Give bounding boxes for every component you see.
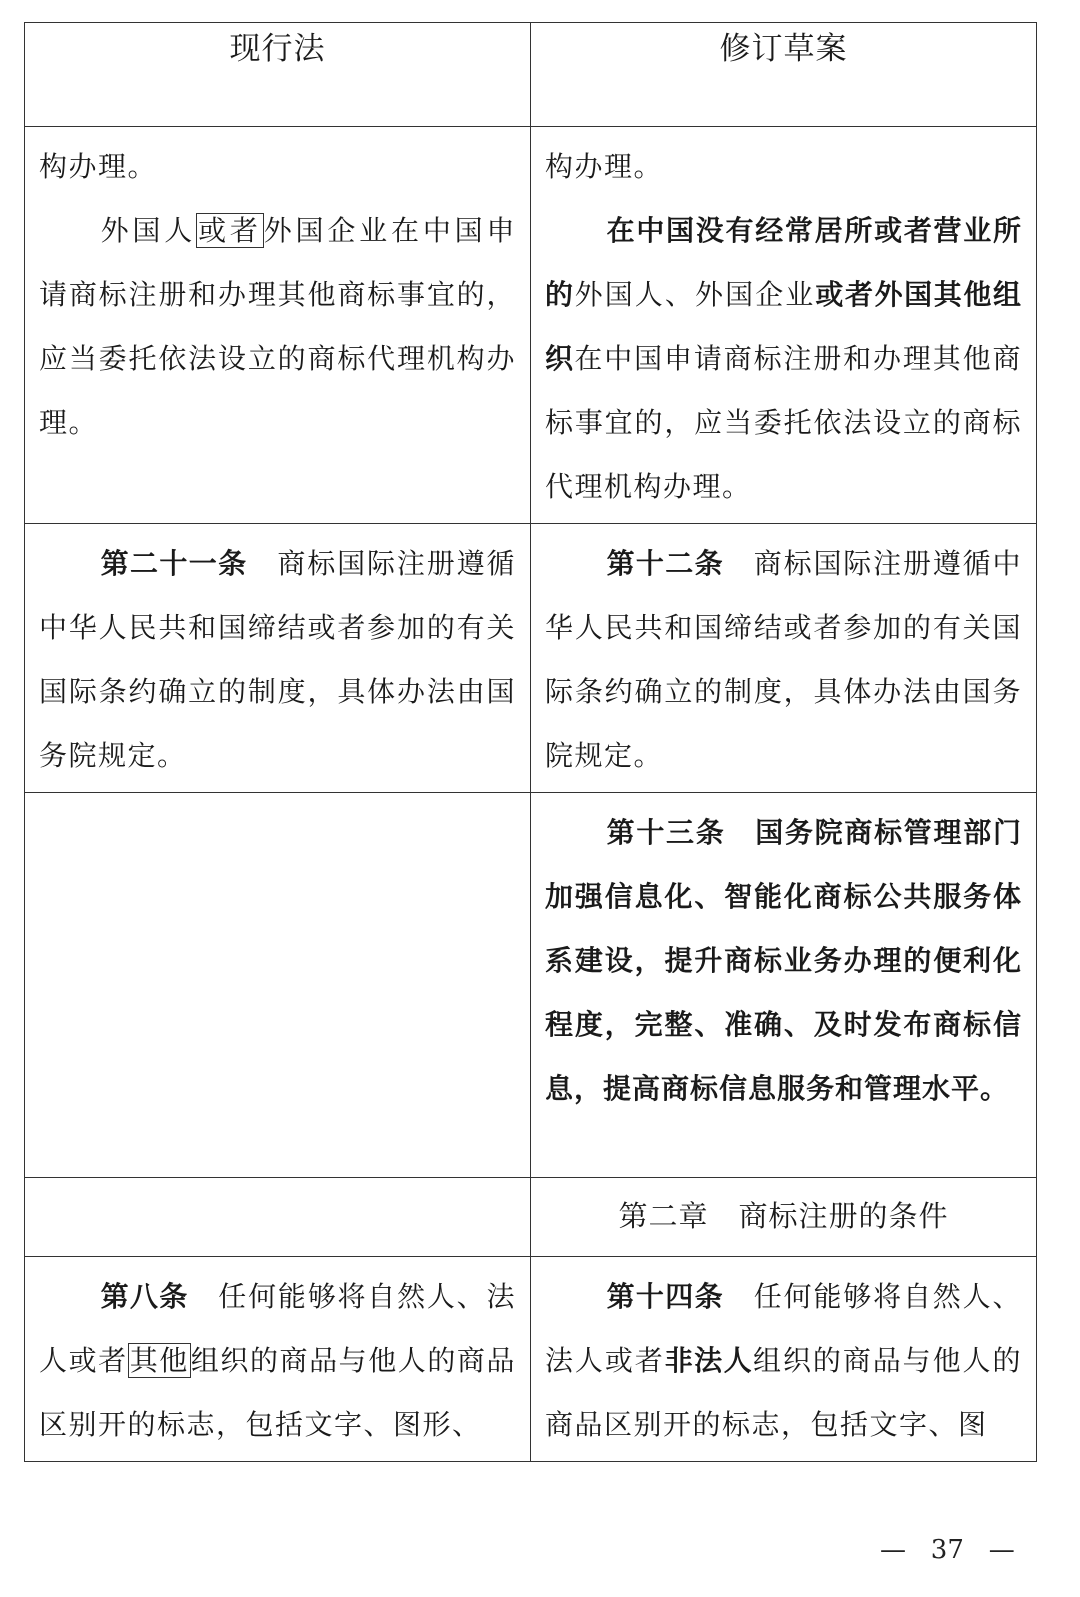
row-1-current-law <box>25 127 531 524</box>
paragraph: 第十二条 商标国际注册遵循中华人民共和国缔结或者参加的有关国际条约确立的制度，具体办法由国务院规定。 <box>545 547 1022 772</box>
article-number: 第十二条 <box>606 547 724 580</box>
row-5-current-law <box>25 1257 531 1462</box>
row-5-revised-draft <box>531 1257 1037 1462</box>
table-row <box>25 524 1037 793</box>
row-4-revised-draft <box>531 1178 1037 1257</box>
page-number <box>880 1535 1015 1565</box>
boxed-deletion: 或者 <box>198 214 262 247</box>
row-2-current-law <box>25 524 531 793</box>
paragraph: 第十四条 任何能够将自然人、法人或者非法人组织的商品与他人的商品区别开的标志，包括文字、图 <box>545 1280 1022 1441</box>
row-3-revised-draft <box>531 793 1037 1178</box>
article-number: 第八条 <box>100 1280 189 1313</box>
table-row <box>25 1178 1037 1257</box>
row-1-revised-draft <box>531 127 1037 524</box>
header-revised-draft: 修订草案 <box>531 23 1037 127</box>
table-header-row <box>25 23 1037 127</box>
table-row <box>25 1257 1037 1462</box>
bold-amendment: 在中国没有经常居所或者营业所的 <box>545 214 1022 311</box>
paragraph: 在中国没有经常居所或者营业所的外国人、外国企业或者外国其他组织在中国申请商标注册和办理其他商标事宜的，应当委托依法设立的商标代理机构办理。 <box>545 214 1022 503</box>
paragraph: 第八条 任何能够将自然人、法人或者其他组织的商品与他人的商品区别开的标志，包括文字、图形、 <box>39 1280 516 1441</box>
header-current-law: 现行法 <box>25 23 531 127</box>
bold-amendment: 非法人 <box>664 1344 754 1377</box>
row-4-current-law <box>25 1178 531 1257</box>
paragraph <box>545 801 1022 1121</box>
paragraph: 外国人或者外国企业在中国申请商标注册和办理其他商标事宜的，应当委托依法设立的商标代理机构办理。 <box>39 214 516 439</box>
table-row <box>25 793 1037 1178</box>
article-number: 第二十一条 <box>100 547 248 580</box>
bold-amendment: 国务院商标管理部门加强信息化、智能化商标公共服务体系建设，提升商标业务办理的便利化程度，完整、准确、及时发布商标信息，提高商标信息服务和管理水平。 <box>545 816 1022 1105</box>
paragraph: 构办理。 <box>39 150 158 183</box>
row-2-revised-draft <box>531 524 1037 793</box>
paragraph: 第二十一条 商标国际注册遵循中华人民共和国缔结或者参加的有关国际条约确立的制度，具体办法由国务院规定。 <box>39 547 516 772</box>
page-dash-right: — <box>988 1535 1015 1565</box>
row-3-current-law <box>25 793 531 1178</box>
article-number: 第十三条 <box>606 816 726 849</box>
bold-amendment: 或者外国其他组织 <box>545 278 1022 375</box>
table-row <box>25 127 1037 524</box>
article-number: 第十四条 <box>606 1280 724 1313</box>
paragraph: 构办理。 <box>545 150 664 183</box>
page-dash-left: — <box>880 1535 906 1565</box>
chapter-heading: 第二章 商标注册的条件 <box>618 1199 949 1233</box>
boxed-deletion: 其他 <box>129 1344 189 1377</box>
page-number-value: 37 <box>930 1535 964 1565</box>
comparison-table <box>24 22 1037 1462</box>
